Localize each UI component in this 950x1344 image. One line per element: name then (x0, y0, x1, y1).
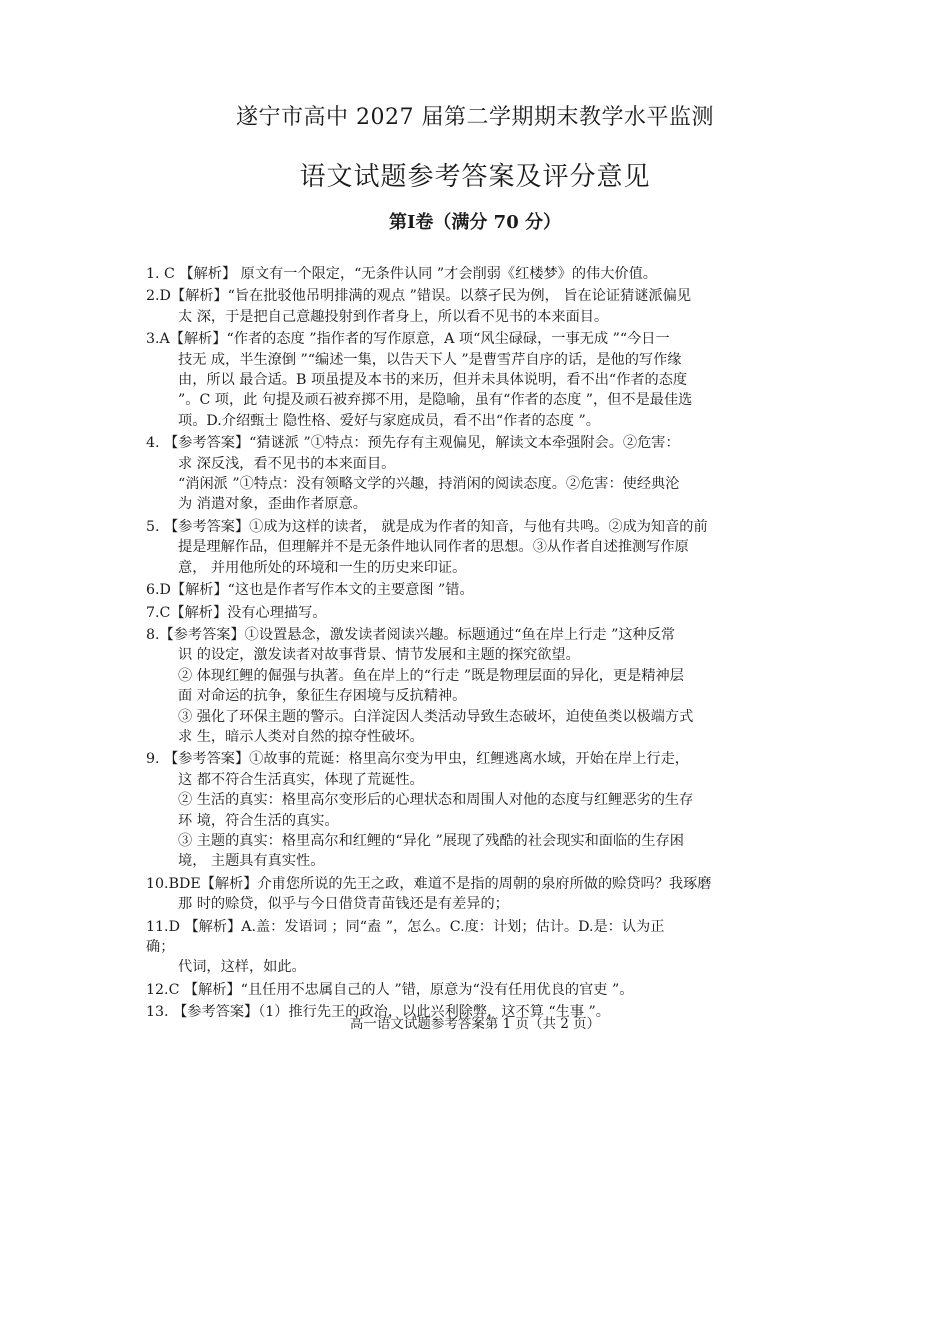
exam-title: 遂宁市高中 2027 届第二学期期末教学水平监测 (236, 105, 714, 130)
answer-line: 代词，这样，如此。 (178, 959, 306, 976)
answer-line: 项。D.介绍甄士 隐性格、爱好与家庭成员，看不出“作者的态度 ”。 (178, 412, 600, 429)
answer-line: ③ 强化了环保主题的警示。白洋淀因人类活动导致生态破坏，迫使鱼类以极端方式 (178, 708, 694, 725)
answer-line: 7.C【解析】没有心理描写。 (146, 604, 327, 621)
answer-item (146, 874, 810, 915)
answer-item (146, 749, 810, 871)
answer-line: 为 消遣对象，歪曲作者原意。 (178, 496, 367, 513)
answer-line: 1. C 【解析】 原文有一个限定，“无条件认同 ”才会削弱《红楼梦》的伟大价值。 (146, 266, 657, 282)
answer-line: 11.D 【解析】A.盖：发语词 ；同“盍 ”，怎么。C.度：计划；估计。D.是：认为正 (146, 918, 665, 935)
answer-line: 2.D【解析】“旨在批驳他吊明排满的观点 ”错误。以蔡孑民为例， 旨在论证猜谜派偏见 (146, 288, 692, 305)
answer-line: 10.BDE【解析】介甫您所说的先王之政，难道不是指的周朝的泉府所做的赊贷吗？我琢磨 (146, 875, 712, 892)
answer-line: 5. 【参考答案】①成为这样的读者， 就是成为作者的知音，与他有共鸣。②成为知音的前 (146, 518, 708, 535)
answer-line: 这 都不符合生活真实，体现了荒诞性。 (178, 771, 424, 788)
answer-line: 求 深反浅，看不见书的本来面目。 (178, 455, 396, 472)
answer-line: ② 生活的真实：格里高尔变形后的心理状态和周围人对他的态度与红鲤恶劣的生存 (178, 792, 694, 809)
answer-line: 意， 并用他所处的环境和一生的历史来印证。 (178, 559, 467, 576)
answer-line: 12.C 【解析】“且任用不忠属自己的人 ”错，原意为“没有任用优良的官吏 ”。 (146, 981, 634, 998)
answer-line: 识 的设定，激发读者对故事背景、情节发展和主题的探究欲望。 (178, 647, 580, 664)
answer-item (146, 286, 810, 327)
answer-line: 技无 成，半生潦倒 ”“编述一集，以告天下人 ”是曹雪芹自序的话，是他的写作缘 (178, 351, 682, 368)
answer-line: 由，所以 最合适。B 项虽提及本书的来历，但并未具体说明，看不出“作者的态度 (178, 372, 688, 389)
answer-line: 环 境，符合生活的真实。 (178, 812, 339, 829)
answer-line: 3.A【解析】“作者的态度 ”指作者的写作原意，A 项“风尘碌碌，一事无成 ”“今日一 (146, 331, 670, 348)
answer-line: 确； (146, 939, 175, 955)
answer-item (146, 264, 810, 284)
answer-item (146, 625, 810, 747)
answer-line: 面 对命运的抗争，象征生存困境与反抗精神。 (178, 688, 467, 705)
answer-line: 6.D【解析】“这也是作者写作本文的主要意图 ”错。 (146, 582, 474, 599)
answer-item (146, 517, 810, 578)
answer-item (146, 580, 810, 600)
answer-line: ③ 主题的真实：格里高尔和红鲤的“异化 ”展现了残酷的社会现实和面临的生存困 (178, 832, 684, 849)
answer-line: 境， 主题具有真实性。 (178, 853, 325, 870)
answer-line: 太 深，于是把自己意趣投射到作者身上，所以看不见书的本来面目。 (178, 308, 609, 325)
answer-item (146, 329, 810, 431)
page-footer: 高一语文试题参考答案第 1 页（共 2 页） (349, 1016, 601, 1032)
document-title: 语文试题参考答案及评分意见 (299, 162, 651, 192)
answer-line: 提是理解作品，但理解并不是无条件地认同作者的思想。③从作者自述推测写作原 (178, 539, 689, 556)
answer-line: 9. 【参考答案】①故事的荒诞：格里高尔变为甲虫，红鲤逃离水域，开始在岸上行走， (146, 751, 689, 768)
answer-list (146, 264, 810, 1025)
answer-item (146, 603, 810, 623)
answer-line: 13. 【参考答案】（1）推行先王的政治，以此兴利除弊，这不算 “生事 ”。 (146, 1004, 610, 1021)
answer-line: 4. 【参考答案】“猜谜派 ”①特点：预先存有主观偏见，解读文本牵强附会。②危害： (146, 435, 680, 452)
answer-line: “消闲派 ”①特点：没有领略文学的兴趣，持消闲的阅读态度。②危害：使经典沦 (178, 476, 680, 493)
answer-line: 8.【参考答案】①设置悬念，激发读者阅读兴趣。标题通过“鱼在岸上行走 ”这种反常 (146, 626, 676, 643)
answer-item (146, 980, 810, 1000)
answer-line: 求 生，暗示人类对自然的掠夺性破坏。 (178, 728, 424, 745)
answer-item (146, 433, 810, 515)
answer-line: ② 体现红鲤的倔强与执著。鱼在岸上的“行走 ”既是物理层面的异化，更是精神层 (178, 667, 684, 684)
answer-line: 那 时的赊贷，似乎与今日借贷青苗钱还是有差异的； (178, 896, 509, 913)
answer-item (146, 917, 810, 978)
section-heading: 第Ⅰ卷（满分 70 分） (388, 212, 561, 233)
answer-line: ”。C 项，此 句提及顽石被弃掷不用，是隐喻，虽有“作者的态度 ”，但不是最佳选 (178, 392, 693, 409)
